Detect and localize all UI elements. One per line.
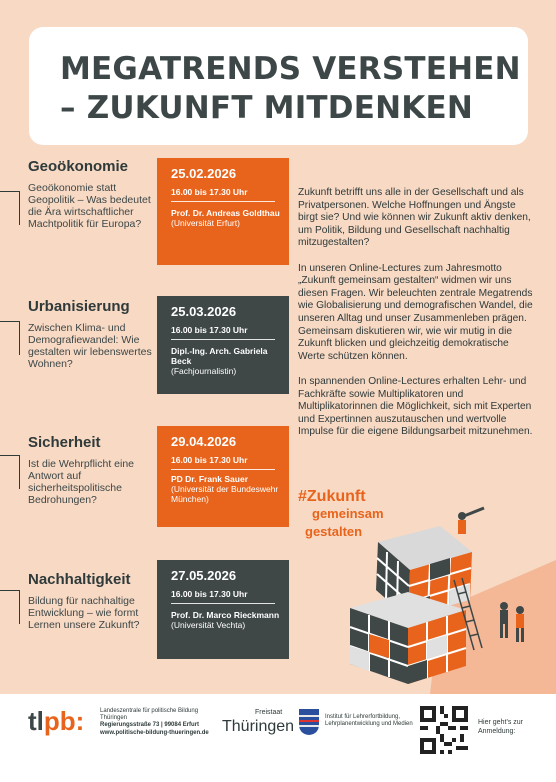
footer	[0, 694, 556, 782]
org-website[interactable]: www.politische-bildung-thueringen.de	[100, 729, 209, 736]
topic-heading: Geoökonomie	[28, 158, 129, 175]
event-time: 16.00 bis 17.30 Uhr	[171, 589, 248, 599]
event-date: 27.05.2026	[171, 568, 237, 583]
event-speaker	[171, 474, 283, 504]
topic-question: Geoökonomie statt Geopolitik – Was bedeutet die Ära wirtschaftlicher Machtpolitik für Europa?	[28, 182, 151, 230]
speaker-affiliation: (Universität Vechta)	[171, 620, 246, 630]
speaker-name: PD Dr. Frank Sauer	[171, 474, 249, 484]
topic-question: Bildung für nachhaltige Entwicklung – wie formt Lernen unsere Zukunft?	[28, 595, 140, 631]
event-date: 25.02.2026	[171, 166, 237, 181]
topic-heading: Nachhaltigkeit	[28, 571, 131, 588]
divider	[171, 469, 275, 470]
cube-illustration	[290, 500, 556, 694]
event-date: 29.04.2026	[171, 434, 237, 449]
body-text	[298, 187, 534, 451]
event-date: 25.03.2026	[171, 304, 237, 319]
event-time: 16.00 bis 17.30 Uhr	[171, 187, 248, 197]
tlpb-logo	[28, 706, 84, 737]
speaker-name: Dipl.-Ing. Arch. Gabriela Beck	[171, 346, 268, 366]
event-box-1	[157, 158, 289, 265]
event-box-4	[157, 560, 289, 659]
event-time: 16.00 bis 17.30 Uhr	[171, 455, 248, 465]
logo-part-b: pb:	[43, 706, 85, 736]
freistaat-label: Freistaat	[255, 709, 283, 716]
thueringen-label: Thüringen	[222, 718, 295, 735]
divider	[171, 201, 275, 202]
divider	[171, 339, 275, 340]
thuringia-crest-icon	[298, 708, 320, 736]
org-address	[100, 708, 220, 737]
title-line-1: MEGATRENDS VERSTEHEN	[60, 51, 521, 87]
speaker-affiliation: (Universität der Bundeswehr München)	[171, 484, 279, 504]
org-name: Landeszentrale für politische Bildung Thüringen	[100, 708, 199, 722]
institute-name: Institut für Lehrerfortbildung, Lehrplanentwicklung und Medien	[325, 714, 413, 728]
body-paragraph-3: In spannenden Online-Lectures erhalten Lehr- und Fachkräfte sowie Multiplikatoren und Multiplikatorinnen die Möglichkeit, sich mit Experten und Expertinnen auszutauschen und wertvolle Impulse für die eigene Bildungsarbeit mitzunehmen.	[298, 375, 533, 438]
registration-label: Hier geht’s zur Anmeldung:	[478, 719, 524, 735]
speaker-affiliation: (Fachjournalistin)	[171, 366, 237, 376]
hashtag-line-3: gestalten	[305, 524, 363, 539]
topic-heading: Sicherheit	[28, 434, 101, 451]
qr-code-icon[interactable]	[420, 706, 468, 754]
event-box-3	[157, 426, 289, 527]
hashtag-line-2: gemeinsam	[312, 506, 384, 521]
title-line-2: – ZUKUNFT MITDENKEN	[60, 90, 473, 126]
body-paragraph-2: In unseren Online-Lectures zum Jahresmotto „Zukunft gemeinsam gestalten“ widmen wir uns diesen Fragen. Wir beleuchten zentrale Megatrends wie Globalisierung und demografischen Wandel, die unseren Alltag und unser Zusammenleben prägen. Gemeinsam diskutieren wir, wie wir mutig in die Zukunft blicken und gleichzeitig demokratische Werte schützen können.	[298, 262, 533, 362]
logo-part-a: tl	[28, 706, 44, 736]
event-time: 16.00 bis 17.30 Uhr	[171, 325, 248, 335]
bracket-line	[0, 590, 20, 624]
divider	[171, 603, 275, 604]
speaker-name: Prof. Dr. Andreas Goldthau	[171, 208, 280, 218]
event-speaker	[171, 346, 283, 376]
bracket-line	[0, 321, 20, 355]
event-box-2	[157, 296, 289, 394]
event-speaker	[171, 610, 283, 630]
topic-question: Zwischen Klima- und Demografiewandel: Wie gestalten wir lebenswertes Wohnen?	[28, 322, 152, 370]
bracket-line	[0, 191, 20, 225]
bracket-line	[0, 455, 20, 489]
topic-heading: Urbanisierung	[28, 298, 130, 315]
hashtag-line-1: #Zukunft	[298, 488, 366, 505]
speaker-name: Prof. Dr. Marco Rieckmann	[171, 610, 280, 620]
title-box	[29, 27, 528, 145]
speaker-affiliation: (Universität Erfurt)	[171, 218, 240, 228]
body-paragraph-1: Zukunft betrifft uns alle in der Gesellschaft und als Privatpersonen. Welche Hoffnungen und Ängste birgt sie? Und wie können wir Zukunft aktiv denken, um Politik, Bildung und Gesellschaft nachhaltig mitzugestalten?	[298, 187, 531, 249]
topic-question: Ist die Wehrpflicht eine Antwort auf sicherheitspolitische Bedrohungen?	[28, 458, 135, 506]
org-street: Regierungsstraße 73 | 99084 Erfurt	[100, 722, 200, 729]
event-speaker	[171, 208, 283, 228]
